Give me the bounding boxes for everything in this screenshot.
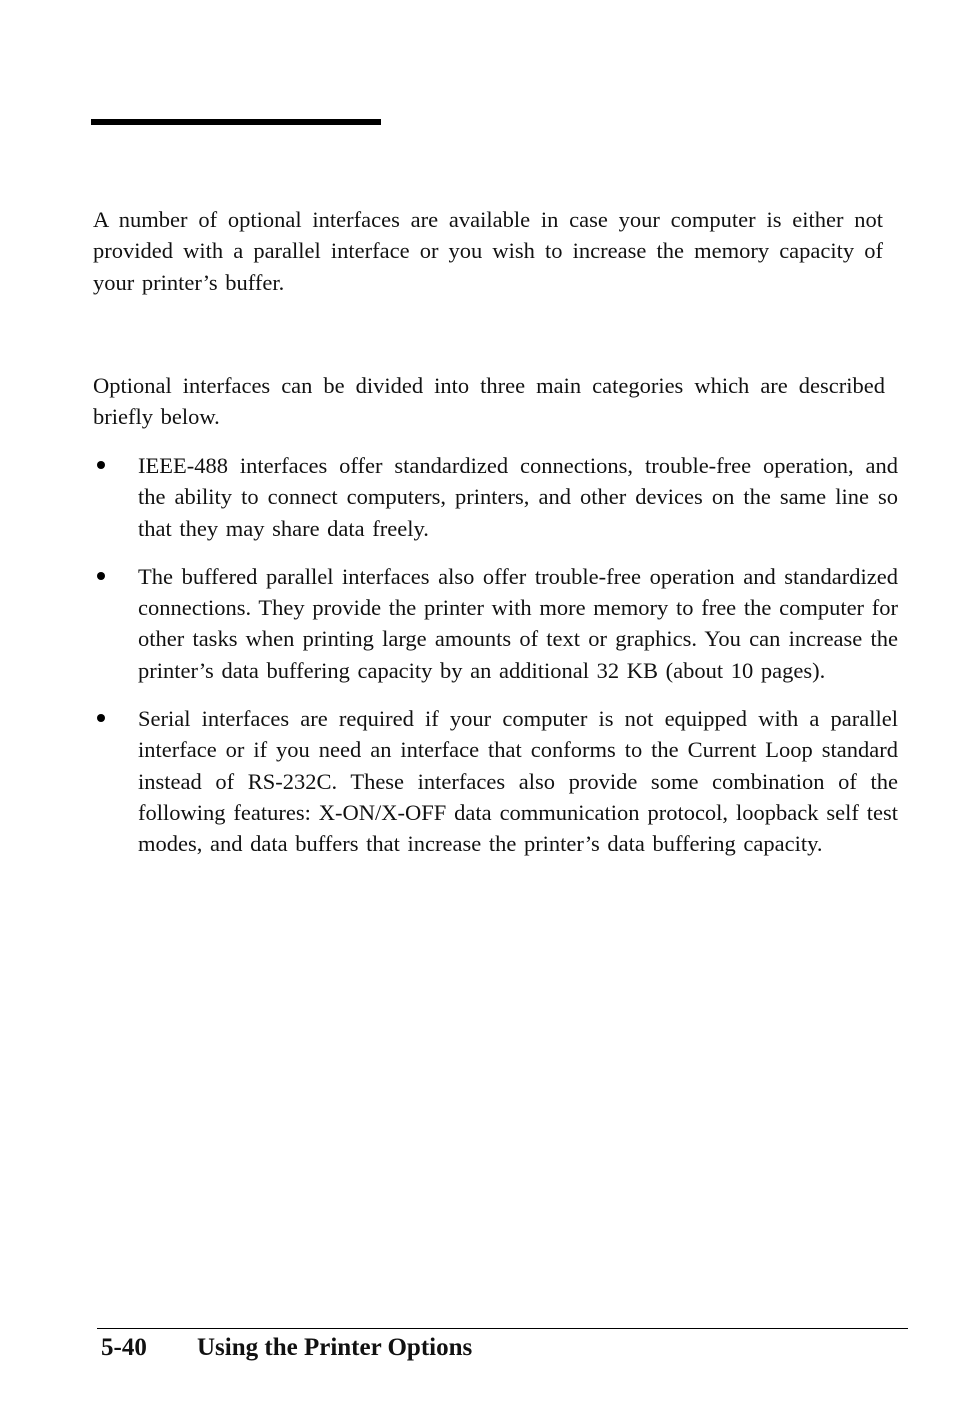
footer-rule: [97, 1328, 908, 1329]
bullet-icon: [97, 714, 105, 722]
list-item-text: The buffered parallel interfaces also offer trouble-free operation and standardized connections. They provide the printer with more memory to free the computer for other tasks when printing large amounts of text or graphics. You can increase the printer’s data buffering capacity by an additional 32 KB (about 10 pages).: [138, 563, 898, 683]
section-heading-rule: [91, 119, 381, 125]
list-item-buffered-parallel: [93, 561, 898, 686]
categories-paragraph: Optional interfaces can be divided into three main categories which are described briefly below.: [93, 373, 885, 430]
intro-paragraph: A number of optional interfaces are available in case your computer is either not provided with a parallel interface or you wish to increase the memory capacity of your printer’s buffer.: [93, 207, 883, 295]
list-item-serial: [93, 703, 898, 859]
footer-section-title: Using the Printer Options: [197, 1334, 473, 1361]
bullet-icon: [97, 461, 105, 469]
bullet-icon: [97, 572, 105, 580]
list-item-text: IEEE-488 interfaces offer standardized connections, trouble-free operation, and the ability to connect computers, printers, and other devices on the same line so that they may share data freely.: [138, 453, 898, 541]
list-item-ieee-488: [93, 450, 898, 544]
list-item-text: Serial interfaces are required if your computer is not equipped with a parallel interface or if you need an interface that conforms to the Current Loop standard instead of RS-232C. These interfaces also provide some combination of the following features: X-ON/X-OFF data communication protocol, loopback self test modes, and data buffers that increase the printer’s data buffering capacity.: [138, 706, 898, 857]
page-footer: [101, 1332, 472, 1364]
page-number: 5-40: [101, 1334, 147, 1361]
interface-category-list: [93, 450, 898, 877]
